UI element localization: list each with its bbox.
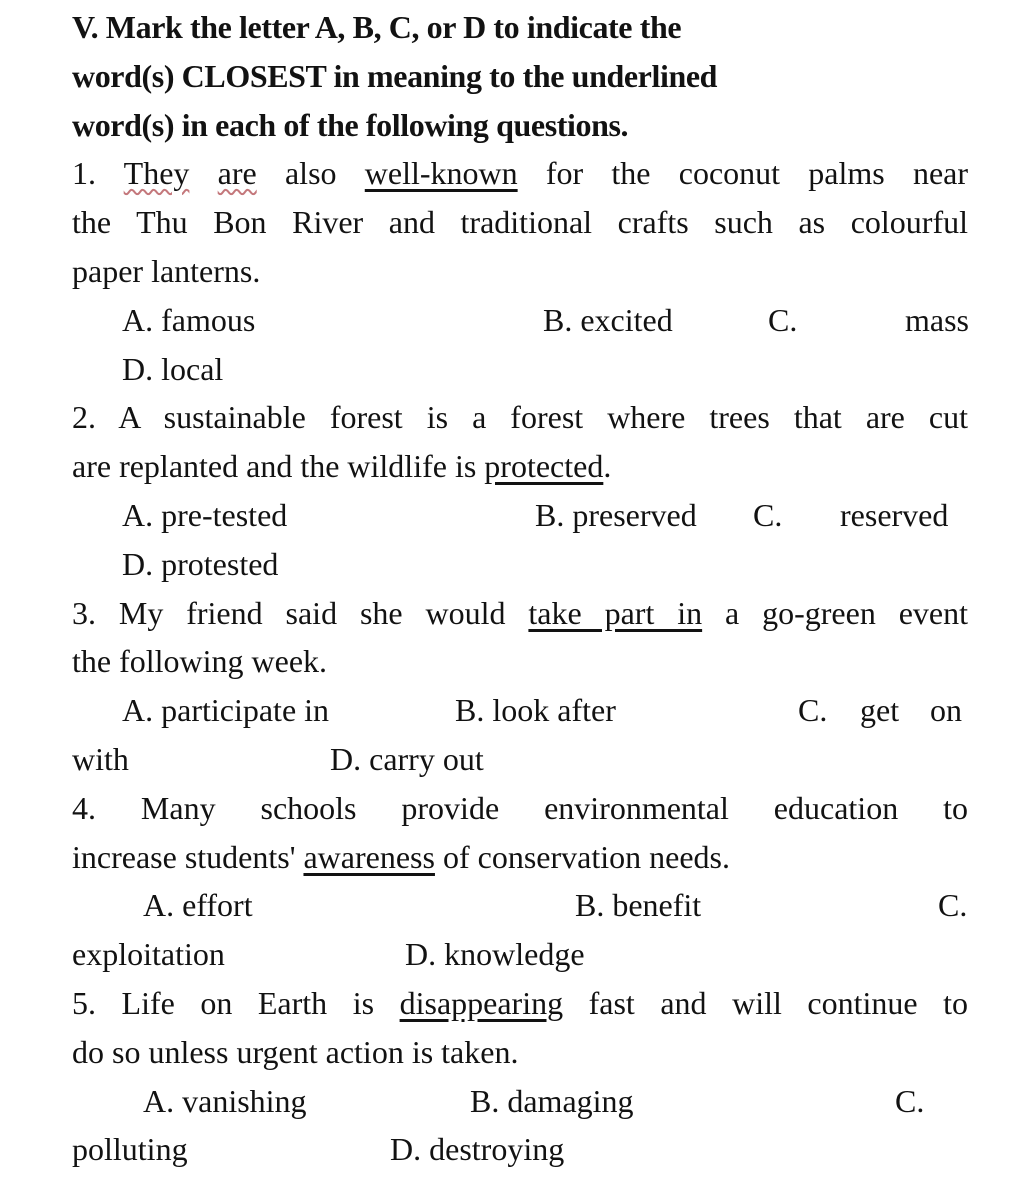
q3-option-c-word-2: on [930,692,962,729]
question-5-line-2 [72,1028,968,1077]
exam-text-block [72,3,968,1174]
question-4-line-1 [72,784,968,833]
q3-option-d: D. carry out [330,740,484,777]
question-text: fast and will continue to [563,984,969,1021]
q5-option-d: D. destroying [390,1131,565,1168]
section-heading-line-3 [72,101,968,150]
q2-option-d: D. protested [122,545,279,582]
underlined-word: well-known [364,155,518,192]
q4-option-c-continuation: exploitation [72,936,225,973]
question-text: 2. A sustainable forest is a forest where trees that are cut [72,399,968,436]
q4-option-d: D. knowledge [405,936,585,973]
section-heading-text: word(s) CLOSEST in meaning to the underlined [72,57,718,94]
question-text: 4. Many schools provide environmental education to [72,789,968,826]
question-1-line-3 [72,247,968,296]
question-2-options-line-1 [72,491,968,540]
question-text: do so unless urgent action is taken. [72,1033,519,1070]
question-4-options-line-1 [72,881,968,930]
q5-option-a: A. vanishing [143,1082,307,1119]
underlined-word: disappearing [399,984,564,1021]
question-text: a go-green event [702,594,969,631]
question-text: also [256,155,365,192]
question-3-line-1 [72,589,968,638]
underlined-word: awareness [303,838,435,875]
spellcheck-word: are [217,155,257,192]
question-5-options-line-2 [72,1125,968,1174]
q5-option-b: B. damaging [470,1082,634,1119]
q3-option-b: B. look after [455,692,616,729]
question-3-line-2 [72,637,968,686]
section-heading-text: V. Mark the letter A, B, C, or D to indicate the [72,9,682,45]
q1-option-a: A. famous [122,301,256,338]
underlined-word: take part in [528,594,703,631]
q5-option-c-letter: C. [895,1082,925,1119]
question-text: of conservation needs. [434,838,730,875]
question-2-line-1 [72,393,968,442]
question-4-options-line-2 [72,930,968,979]
q3-option-a: A. participate in [122,692,330,729]
question-1-line-2 [72,198,968,247]
question-1-line-1 [72,149,968,198]
q4-option-a: A. effort [143,887,253,924]
question-4-line-2 [72,833,968,882]
section-heading-line-2 [72,52,968,101]
question-5-options-line-1 [72,1077,968,1126]
question-1-options-line-2 [72,345,968,394]
question-text: the Thu Bon River and traditional crafts such as colourful [72,204,968,241]
q4-option-b: B. benefit [575,887,702,924]
q5-option-c-continuation: polluting [72,1131,188,1168]
question-text: for the coconut palms near [517,155,969,192]
question-text: increase students' [72,838,304,875]
spellcheck-word: They [123,155,190,192]
question-3-options-line-1 [72,686,968,735]
question-text: 1. [72,155,124,192]
q2-option-c-text: reserved [840,496,949,533]
question-text: 5. Life on Earth is [72,984,400,1021]
question-5-line-1 [72,979,968,1028]
q3-option-c-continuation: with [72,740,129,777]
q1-option-c-letter: C. [768,301,798,338]
question-1-options-line-1 [72,296,968,345]
q4-option-c-letter: C. [938,887,968,924]
underlined-word: protected [484,448,604,485]
question-3-options-line-2 [72,735,968,784]
question-2-line-2 [72,442,968,491]
q1-option-c-text: mass [905,301,969,338]
q1-option-d: D. local [122,350,224,387]
question-text: the following week. [72,643,328,680]
question-text: paper lanterns. [72,252,261,289]
section-heading-line-1 [72,3,968,52]
section-heading-text: word(s) in each of the following questions. [72,106,629,143]
q1-option-b: B. excited [543,301,673,338]
q3-option-c-word-1: get [860,692,900,729]
question-text [189,155,217,191]
question-text: are replanted and the wildlife is [72,448,485,485]
question-text: . [603,448,612,485]
q2-option-c-letter: C. [753,496,783,533]
question-2-options-line-2 [72,540,968,589]
q3-option-c-letter: C. [798,692,828,729]
question-text: 3. My friend said she would [72,594,529,631]
q2-option-b: B. preserved [535,496,697,533]
q2-option-a: A. pre-tested [122,496,288,533]
